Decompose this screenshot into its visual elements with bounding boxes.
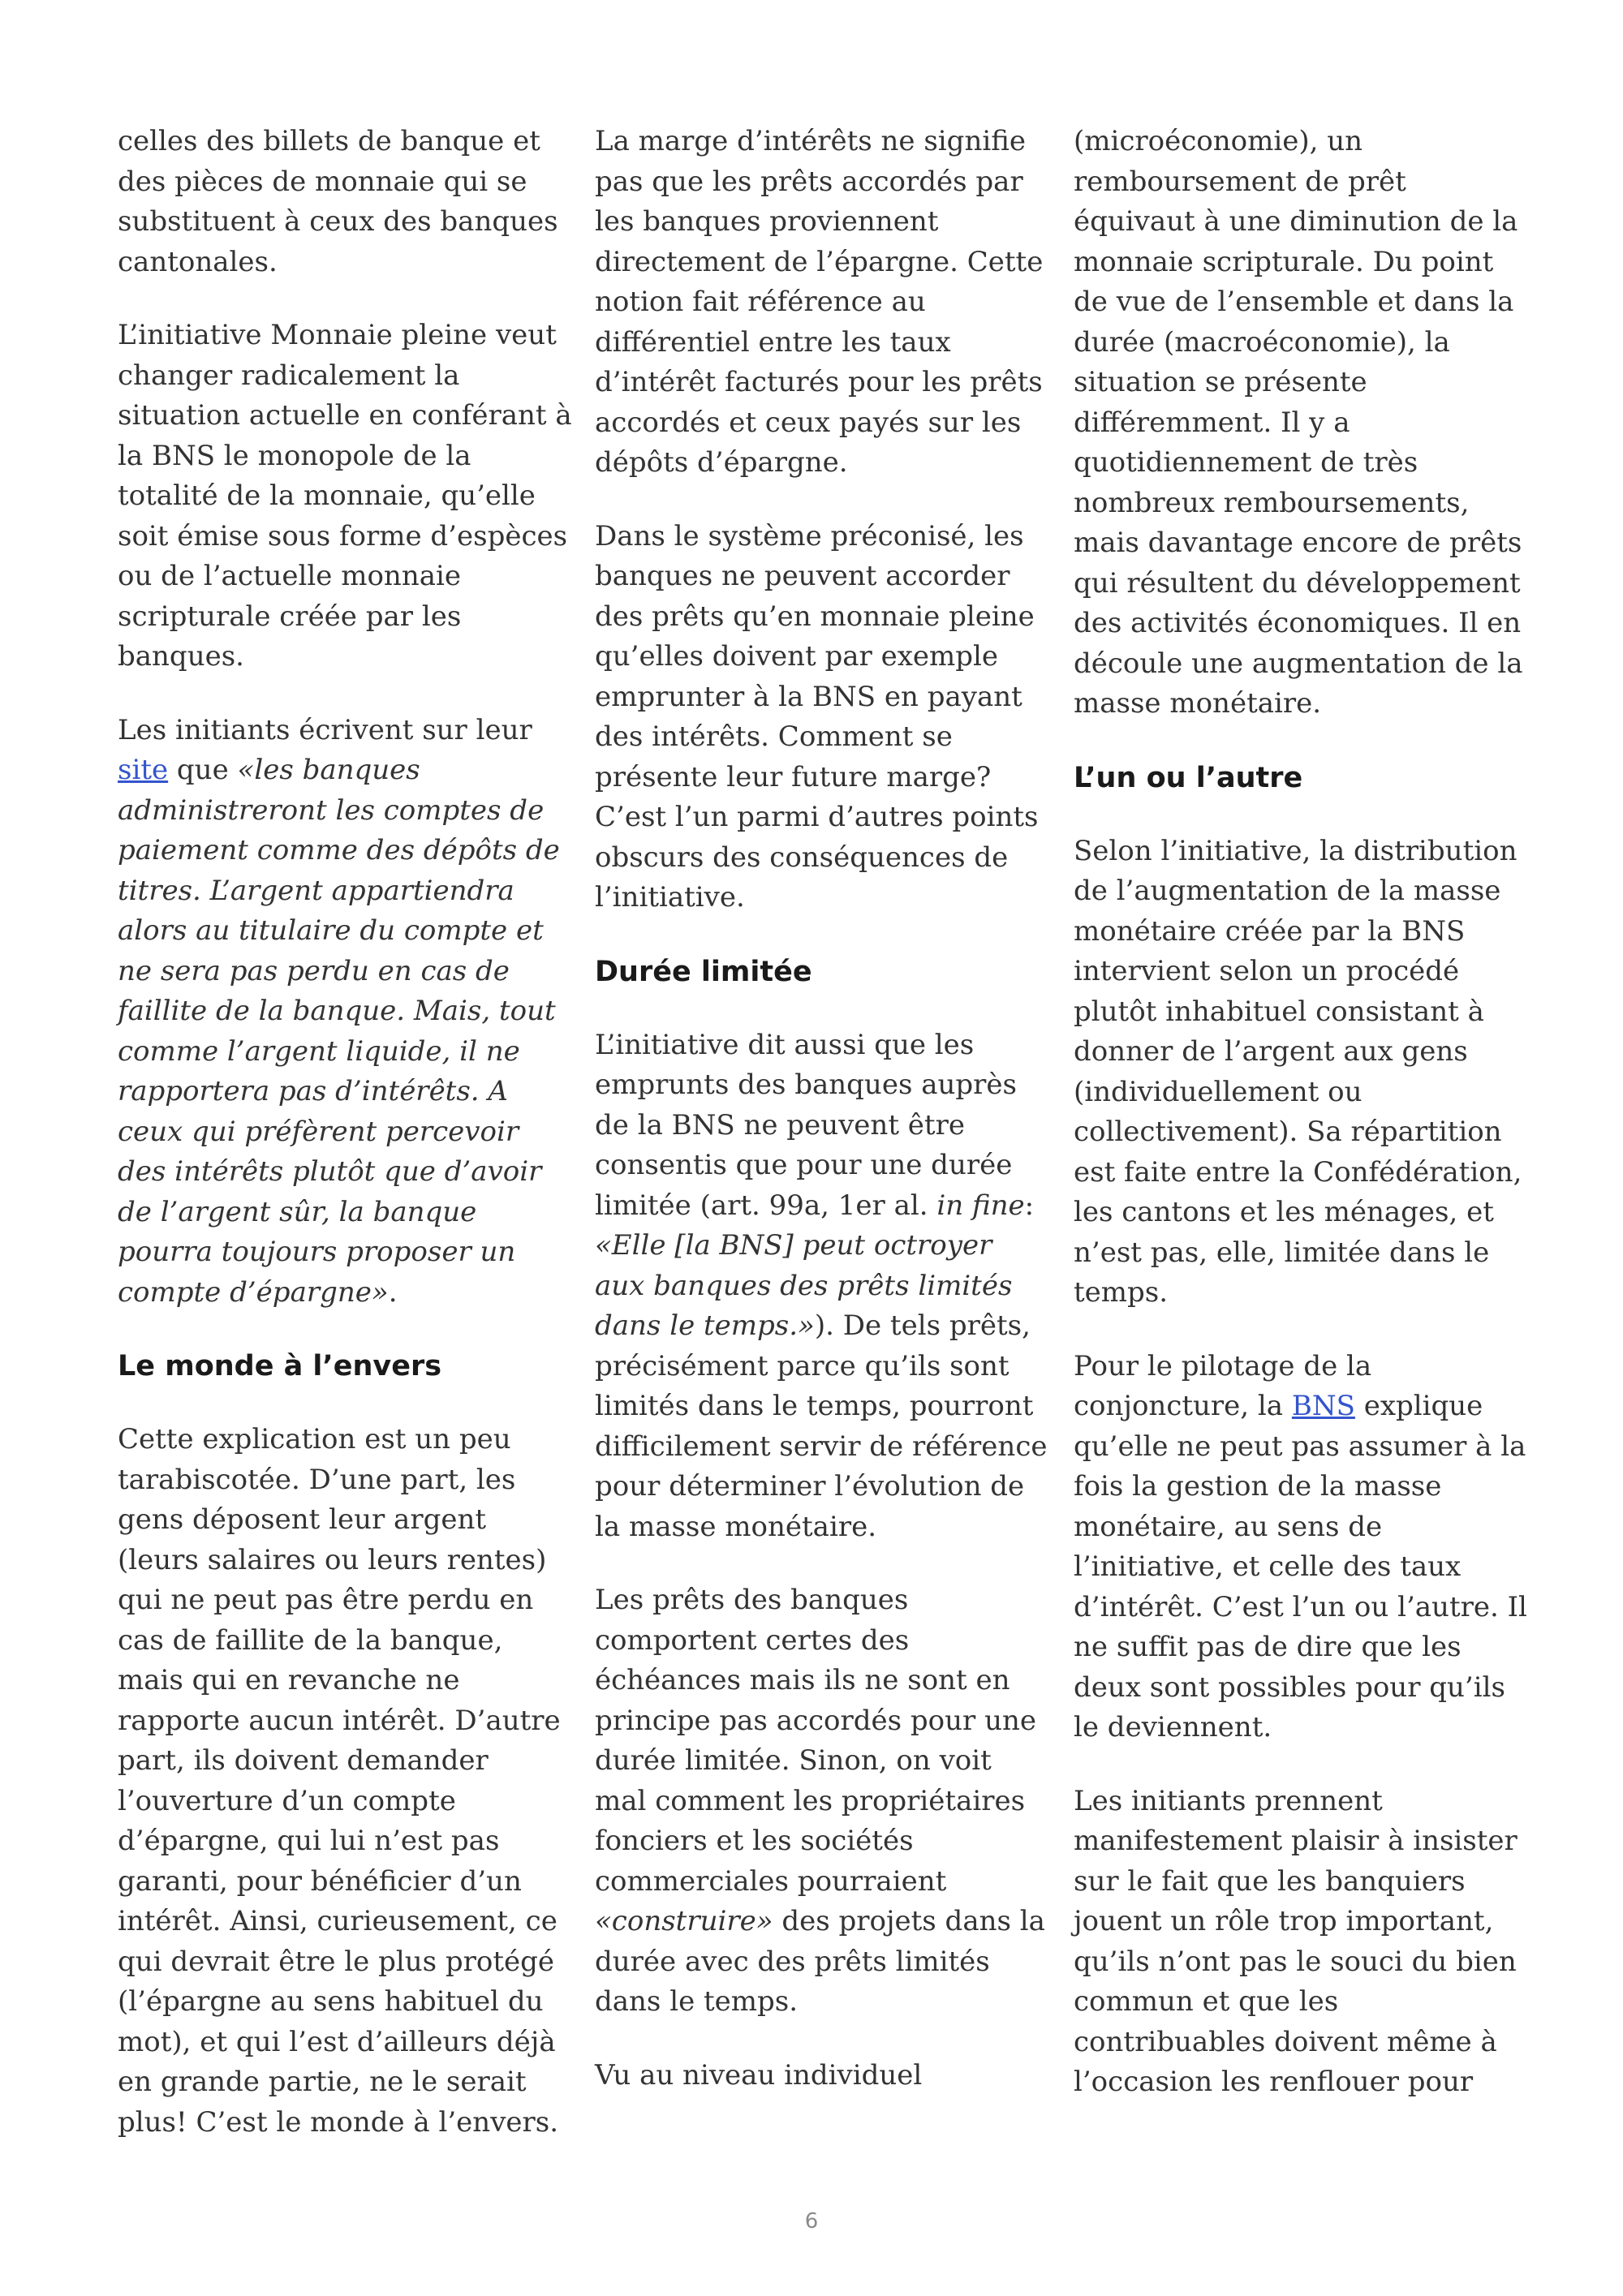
text-span: . [388, 1275, 398, 1309]
text-span: Les initiants écrivent sur leur [118, 713, 532, 746]
paragraph: (microéconomie), un remboursement de prêt équivaut à une diminution de la monnaie scripturale. Du point de vue de l’ensemble et dans la durée (macroéconomie), la situation se présente différemment. Il y a quotidiennement de très nombreux remboursements, mais davantage encore de prêts qui résultent du développement des activités économiques. Il en découle une augmentation de la masse monétaire. [1074, 125, 1523, 720]
paragraph: L’initiative Monnaie pleine veut changer radicalement la situation actuelle en conférant à la BNS le monopole de la totalité de la monnaie, qu’elle soit émise sous forme d’espèces ou de l’actuelle monnaie scripturale créée par les banques. [118, 319, 572, 673]
text-span: Pour le pilotage de la conjoncture, la [1074, 1349, 1372, 1422]
text-span: L’initiative dit aussi que les emprunts des banques auprès de la BNS ne peuvent être consentis que pour une durée limitée (art. 99a, 1er al. [595, 1028, 1017, 1222]
paragraph: celles des billets de banque et des pièces de monnaie qui se substituent à ceux des banques cantonales. [118, 125, 558, 278]
paragraph [595, 1025, 1049, 1548]
paragraph: La marge d’intérêts ne signifie pas que les prêts accordés par les banques proviennent directement de l’épargne. Cette notion fait référence au différentiel entre les taux d’intérêt facturés pour les prêts accordés et ceux payés sur les dépôts d’épargne. [595, 125, 1044, 479]
quote: «les banques administreront les comptes de paiement comme des dépôts de titres. L’argent appartiendra alors au titulaire du compte et ne sera pas perdu en cas de faillite de la banque. Mais, tout comme l’argent liquide, il ne rapportera pas d’intérêts. A ceux qui préfèrent percevoir des intérêts plutôt que d’avoir de l’argent sûr, la banque pourra toujours proposer un compte d’épargne» [118, 754, 560, 1309]
text-span: : [1024, 1189, 1035, 1222]
text-span: Les prêts des banques comportent certes des échéances mais ils ne sont en principe pas accordés pour une durée limitée. Sinon, on voit mal comment les propriétaires fonciers et les sociétés commerciales pourraient [595, 1584, 1037, 1898]
paragraph [595, 1580, 1049, 2023]
text-span: des projets dans la durée avec des prêts limités dans le temps. [595, 1905, 1045, 2018]
column-left [118, 122, 572, 2176]
text-span: que [168, 754, 238, 786]
paragraph: Cette explication est un peu tarabiscotée. D’une part, les gens déposent leur argent (leurs salaires ou leurs rentes) qui ne peut pas être perdu en cas de faillite de la banque, mais qui en revanche ne rapporte aucun intérêt. D’autre part, ils doivent demander l’ouverture d’un compte d’épargne, qui lui n’est pas garanti, pour bénéficier d’un intérêt. Ainsi, curieusement, ce qui devrait être le plus protégé (l’épargne au sens habituel du mot), et qui l’est d’ailleurs déjà en grande partie, ne le serait plus! C’est le monde à l’envers. [118, 1423, 561, 2139]
section-heading: L’un ou l’autre [1074, 761, 1303, 794]
paragraph [1074, 1347, 1528, 1748]
quote: «construire» [595, 1905, 773, 1937]
emphasis: in fine [936, 1189, 1025, 1222]
section-heading: Le monde à l’envers [118, 1350, 442, 1382]
paragraph [118, 711, 572, 1314]
section-heading: Durée limitée [595, 955, 812, 988]
paragraph: Vu au niveau individuel [595, 2058, 923, 2092]
paragraph: Dans le système préconisé, les banques ne peuvent accorder des prêts qu’en monnaie pleine qu’elles doivent par exemple emprunter à la BNS en payant des intérêts. Comment se présente leur future marge? C’est l’un parmi d’autres points obscurs des conséquences de l’initiative. [595, 519, 1039, 914]
text-span: explique qu’elle ne peut pas assumer à la fois la gestion de la masse monétaire, au sens de l’initiative, et celle des taux d’intérêt. C’est l’un ou l’autre. Il ne suffit pas de dire que les deux sont possibles pour qu’ils le deviennent. [1074, 1390, 1527, 1743]
page-number: 6 [804, 2209, 819, 2234]
column-middle [595, 122, 1049, 2129]
quote: «Elle [la BNS] peut octroyer aux banques des prêts limités dans le temps.» [595, 1229, 1013, 1342]
paragraph: Selon l’initiative, la distribution de l’augmentation de la masse monétaire créée par la BNS intervient selon un procédé plutôt inhabituel consistant à donner de l’argent aux gens (individuellement ou collectivement). Sa répartition est faite entre la Confédération, les cantons et les ménages, et n’est pas, elle, limitée dans le temps. [1074, 834, 1522, 1309]
paragraph: Les initiants prennent manifestement plaisir à insister sur le fait que les banquiers jouent un rôle trop important, qu’ils n’ont pas le souci du bien commun et que les contribuables doivent même à l’occasion les renflouer pour [1074, 1784, 1518, 2098]
bns-link[interactable]: BNS [1291, 1390, 1355, 1422]
text-span: ). De tels prêts, précisément parce qu’ils sont limités dans le temps, pourront difficilement servir de référence pour déterminer l’évolution de la masse monétaire. [595, 1309, 1048, 1543]
column-right [1074, 122, 1528, 2136]
site-link[interactable]: site [118, 754, 169, 786]
